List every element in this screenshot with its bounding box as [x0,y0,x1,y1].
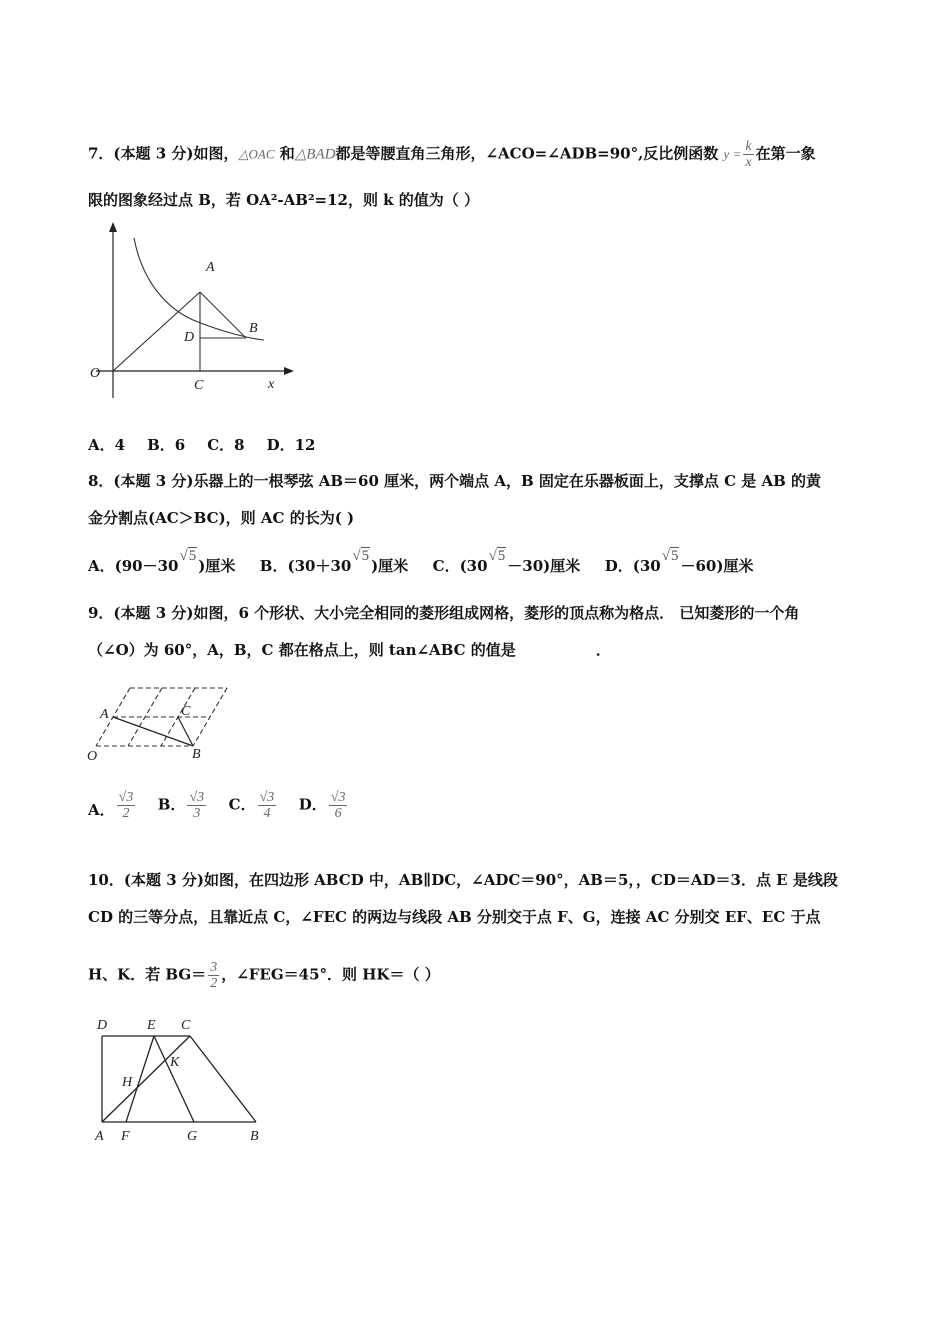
q10-bg-den: 2 [210,976,218,991]
q7-option-c: C．8 [207,436,245,454]
q9-option-b-label: B． [157,795,186,814]
q10-bg-num: 3 [210,960,218,975]
q10-line1: 10．(本题 3 分)如图，在四边形 ABCD 中，AB∥DC，∠ADC＝90°，AB＝5，，CD＝AD＝3．点 E 是线段 [88,871,838,889]
q9-option-a-label: A． [88,801,115,819]
q10-line3 [88,960,440,1000]
q10-line3-pre: H、K．若 BG＝ [88,965,207,984]
q7-option-a: A．4 [88,436,126,454]
q9-label-o: O [87,749,98,764]
q9-label-b: B [192,747,201,762]
q10-figure [90,1012,280,1147]
q10-label-h: H [122,1075,133,1090]
q8-option-c-radical: 5 [497,548,506,564]
q7-label-x: x [268,377,275,392]
q8-option-b-sqrt: √5 [352,548,370,564]
q7-triangle-bad: △BAD [294,146,336,163]
q7-prefix: 7．(本题 3 分)如图， [88,144,239,163]
q9-line2-text: （∠O）为 60°，A，B，C 都在格点上，则 tan∠ABC 的值是 [88,641,516,659]
q8-option-a-radical: 5 [188,548,197,564]
q7-label-c: C [194,378,204,393]
q7-label-o: O [90,366,101,381]
q9-line2-end: ． [595,641,611,659]
q7-and: 和 [279,144,295,163]
q7-options [88,434,315,456]
q7-line1 [88,139,816,170]
q8-option-a-post: )厘米 [198,557,236,575]
q9-option-d-num: √3 [330,790,346,805]
q8-option-b-post: )厘米 [371,557,409,575]
q9-option-c-label: C． [228,795,256,814]
q10-label-e: E [147,1018,156,1033]
q8-option-d-post: －60)厘米 [680,557,754,575]
q9-options [88,790,349,830]
q7-func-den: x [745,155,752,170]
q7-label-d: D [184,330,195,345]
q9-option-b-den: 3 [193,806,201,821]
q7-suffix: 在第一象 [755,144,816,163]
q7-func-fraction [743,139,753,170]
q8-option-b-pre: B．(30＋30 [259,557,352,575]
q8-option-a-pre: A．(90－30 [88,557,179,575]
q10-line3-post: ，∠FEG＝45°．则 HK＝（ ） [221,965,440,984]
q9-option-c-fraction [258,790,277,821]
q7-label-b: B [249,321,258,336]
q9-label-c: C [181,704,191,719]
q9-line2 [88,639,611,661]
q8-option-d-sqrt: √5 [661,548,679,564]
q9-option-b-num: √3 [189,790,205,805]
q7-label-a: A [206,260,215,275]
q9-option-b-fraction [187,790,206,821]
q7-line2: 限的图象经过点 B，若 OA²-AB²=12，则 k 的值为（ ） [88,191,480,209]
q8-option-c-sqrt: √5 [488,548,506,564]
q8-option-c-post: －30)厘米 [507,557,581,575]
q9-option-d-fraction [329,790,348,821]
q8-option-d-pre: D．(30 [604,557,661,575]
q10-label-a: A [95,1129,104,1144]
q9-option-d-den: 6 [334,806,342,821]
q9-figure [84,680,244,765]
q10-label-b: B [250,1129,259,1144]
q10-label-k: K [170,1055,180,1070]
q9-line1: 9．(本题 3 分)如图，6 个形状、大小完全相同的菱形组成网格，菱形的顶点称为格点． 已知菱形的一个角 [88,604,800,622]
q8-line2: 金分割点(AC＞BC)，则 AC 的长为( ) [88,509,355,527]
q10-label-d: D [97,1018,108,1033]
q7-func-lhs: y = [723,146,742,162]
q10-line2: CD 的三等分点，且靠近点 C，∠FEC 的两边与线段 AB 分别交于点 F、G，连接 AC 分别交 EF、EC 于点 [88,908,821,926]
q9-option-c-num: √3 [259,790,275,805]
q8-option-a-sqrt: √5 [179,548,197,564]
q7-option-b: B．6 [147,436,186,454]
q8-option-d-radical: 5 [670,548,679,564]
q8-option-c-pre: C．(30 [432,557,488,575]
q10-label-f: F [121,1129,130,1144]
q7-func-num: k [745,139,752,154]
q9-option-d-label: D． [298,795,327,814]
q8-option-b-radical: 5 [361,548,370,564]
q9-option-a-fraction [117,790,136,821]
q9-option-a-den: 2 [122,806,130,821]
q7-triangle-oac: △OAC [238,146,275,162]
q8-options [88,548,754,578]
q9-label-a: A [100,707,109,722]
q7-mid-text: 都是等腰直角三角形，∠ACO=∠ADB=90°,反比例函数 [335,144,719,163]
q10-label-g: G [187,1129,198,1144]
q9-option-c-den: 4 [263,806,271,821]
q10-label-c: C [181,1018,191,1033]
q10-bg-fraction [208,960,219,991]
q7-option-d: D．12 [266,436,316,454]
q9-option-a-num: √3 [118,790,134,805]
q7-figure [86,220,306,405]
q8-line1: 8．(本题 3 分)乐器上的一根琴弦 AB＝60 厘米，两个端点 A，B 固定在乐器板面上，支撑点 C 是 AB 的黄 [88,472,822,490]
